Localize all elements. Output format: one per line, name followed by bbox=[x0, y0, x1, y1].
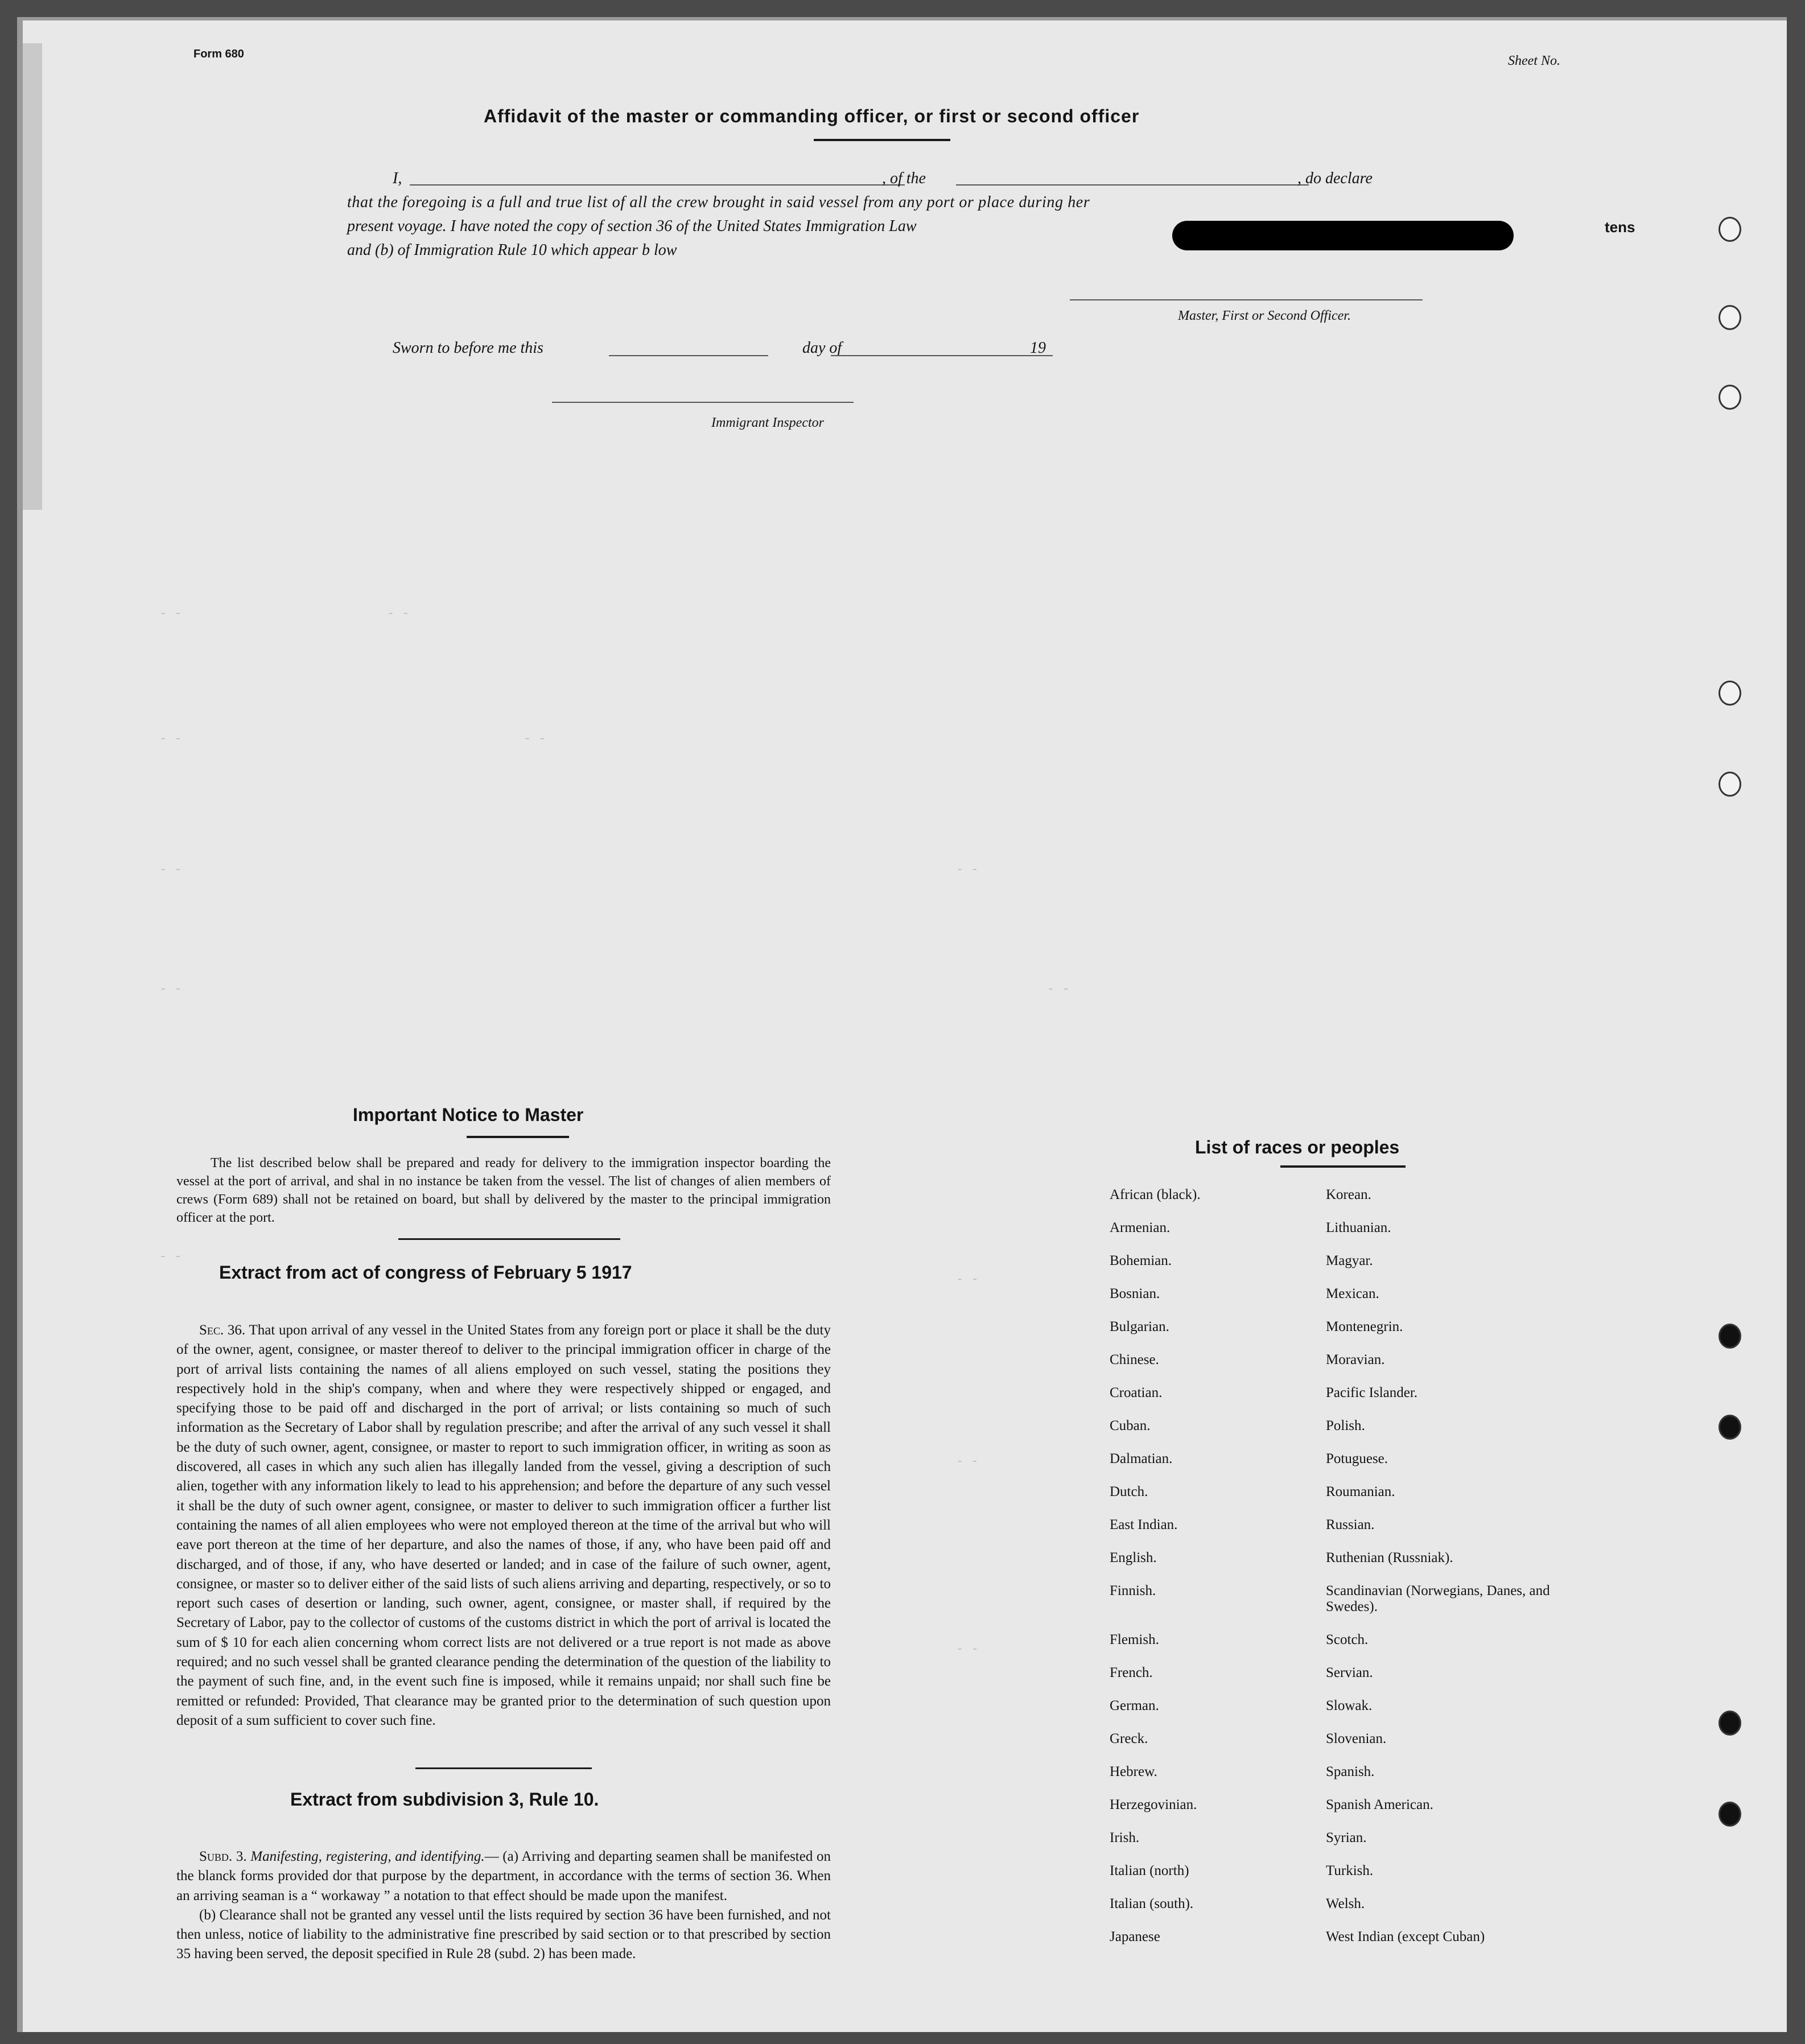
race-left-item: Chinese. bbox=[1110, 1352, 1159, 1367]
ghost-mark: - - bbox=[159, 863, 182, 877]
race-left-item: Bulgarian. bbox=[1110, 1319, 1169, 1334]
binder-hole-icon bbox=[1719, 1711, 1741, 1736]
race-right-item: Servian. bbox=[1326, 1665, 1373, 1680]
race-right-item: Polish. bbox=[1326, 1418, 1365, 1433]
race-right-item: Scotch. bbox=[1326, 1632, 1369, 1647]
race-right-item: Slowak. bbox=[1326, 1698, 1373, 1713]
act-extract-title: Extract from act of congress of February 5 1917 bbox=[219, 1262, 632, 1283]
signature-line[interactable] bbox=[1070, 299, 1423, 300]
race-right-item: Mexican. bbox=[1326, 1286, 1379, 1301]
rule-extract-body: Subd. 3. Manifesting, registering, and identifying.— (a) Arriving and departing seamen shall be manifested on the blanck forms provided dor that purpose by the department, in accordance with the terms of section 36. When an arriving seaman is a “ workaway ” a notation to that effect should be made upon the manifest. (b) Clearance shall not be granted any vessel until the lists required by section 36 have been furnished, and not then unless, notice of liability to the administrative fine prescribed by said section or to that prescribed by section 35 having been served, the deposit specified in Rule 28 (subd. 2) has been made. bbox=[176, 1849, 831, 1962]
binder-hole-icon bbox=[1719, 1415, 1741, 1440]
race-left-item: English. bbox=[1110, 1550, 1157, 1565]
rule-para-b: (b) Clearance shall not be granted any vessel until the lists required by section 36 have been furnished, and not then unless, notice of liability to the administrative fine prescribed by said section or to that prescribed by section 35 having been served, the deposit specified in Rule 28 (subd. 2) has been made. bbox=[176, 1907, 831, 1962]
rule-subd-label: Subd. 3. bbox=[199, 1849, 247, 1864]
ghost-mark: - - bbox=[159, 1250, 182, 1264]
race-left-item: Flemish. bbox=[1110, 1632, 1159, 1647]
ghost-mark: - - bbox=[159, 982, 182, 996]
race-left-item: Herzegovinian. bbox=[1110, 1797, 1197, 1812]
race-left-item: Italian (north) bbox=[1110, 1863, 1189, 1878]
act-section-label: Sec. 36. bbox=[199, 1322, 246, 1338]
notice-title: Important Notice to Master bbox=[353, 1105, 584, 1125]
act-extract-body bbox=[176, 1321, 831, 1730]
race-right-item: Potuguese. bbox=[1326, 1451, 1388, 1466]
race-right-item: Russian. bbox=[1326, 1517, 1375, 1532]
ghost-mark: - - bbox=[956, 863, 979, 877]
ghost-mark: - - bbox=[956, 1454, 979, 1469]
race-right-item: Welsh. bbox=[1326, 1896, 1365, 1911]
ghost-mark: - - bbox=[956, 1272, 979, 1287]
binder-hole-icon bbox=[1719, 772, 1741, 797]
rule-subd-heading: Manifesting, registering, and identifying. bbox=[250, 1849, 485, 1864]
binder-hole-icon bbox=[1719, 1802, 1741, 1827]
race-left-item: Japanese bbox=[1110, 1929, 1160, 1944]
race-right-item: Roumanian. bbox=[1326, 1484, 1395, 1499]
signature-label: Master, First or Second Officer. bbox=[1178, 308, 1351, 323]
binder-hole-icon bbox=[1719, 217, 1741, 242]
races-title-rule bbox=[1280, 1165, 1406, 1168]
race-right-item: Magyar. bbox=[1326, 1253, 1373, 1268]
race-right-item: Moravian. bbox=[1326, 1352, 1385, 1367]
affidavit-line4: and (b) of Immigration Rule 10 which appear b low bbox=[347, 241, 677, 259]
inspector-line[interactable] bbox=[552, 402, 854, 403]
race-left-item: African (black). bbox=[1110, 1187, 1201, 1202]
race-left-item: Dutch. bbox=[1110, 1484, 1148, 1499]
sheet-number-label: Sheet No. bbox=[1508, 53, 1560, 68]
race-left-item: East Indian. bbox=[1110, 1517, 1178, 1532]
binder-hole-icon bbox=[1719, 1324, 1741, 1349]
affidavit-title: Affidavit of the master or commanding officer, or first or second officer bbox=[484, 106, 1140, 126]
race-right-item: Scandinavian (Norwegians, Danes, and Swedes). bbox=[1326, 1583, 1550, 1614]
sworn-month-blank[interactable] bbox=[831, 355, 1053, 356]
notice-body: The list described below shall be prepared and ready for delivery to the immigration inspector boarding the vessel at the port of arrival, and shal in no instance be taken from the vessel. The list of changes of alien members of crews (Form 689) shall not be retained on board, but shall by delivered by the master to the principal immigration officer at the port. bbox=[176, 1156, 831, 1225]
redaction-mark bbox=[1172, 221, 1514, 250]
form-number: Form 680 bbox=[193, 48, 244, 60]
race-right-item: Lithuanian. bbox=[1326, 1220, 1391, 1235]
notice-title-rule bbox=[467, 1136, 569, 1138]
sworn-text: Sworn to before me this bbox=[393, 339, 543, 357]
sworn-dayof: day of bbox=[802, 339, 842, 357]
race-left-item: Finnish. bbox=[1110, 1583, 1156, 1598]
ghost-mark: - - bbox=[387, 607, 410, 621]
inspector-label: Immigrant Inspector bbox=[711, 415, 824, 430]
race-right-item: Slovenian. bbox=[1326, 1731, 1387, 1746]
race-left-item: French. bbox=[1110, 1665, 1153, 1680]
race-right-item: Syrian. bbox=[1326, 1830, 1367, 1845]
race-right-item: Spanish. bbox=[1326, 1764, 1375, 1779]
race-left-item: Irish. bbox=[1110, 1830, 1140, 1845]
affidavit-overflow-fragment: tens bbox=[1605, 219, 1635, 236]
rule-extract-title: Extract from subdivision 3, Rule 10. bbox=[290, 1789, 599, 1810]
act-section-text: That upon arrival of any vessel in the United States from any foreign port or place it shall be the duty of the owner, agent, consignee, or master thereof to deliver to the principal immigration officer in charge of the port of arrival lists containing the names of all aliens employed on such vessel, stating the positions they respectively hold in the ship's company, when and where they were respectively shipped or engaged, and specifying those to be paid off and discharged in the port of arrival; or lists containing so much of such information as the Secretary of Labor shall by regulation prescribe; and after the arrival of any such vessel it shall be the duty of such owner, agent, consignee, or master to report to such immigration officer, in writing as soon as discovered, all cases in which any such alien has illegally landed from the vessel, giving a description of such alien, together with any information likely to lead to his apprehension; and before the departure of any such vessel it shall be the duty of such owner agent, consignee, or master to deliver to such immigration officer a further list containing the names of all alien employees who were not employed thereon at the time of the arrival but who will eave port thereon at the time of her departure, and also the names of those, if any, who have been paid off and discharged, and of those, if any, who have deserted or landed; and in case of the failure of such owner, agent, consignee, or master so to deliver either of the said lists of such aliens arriving and departing, respectively, or so to report such cases of desertion or landing, such owner, agent, consignee, or master shall, if required by the Secretary of Labor, pay to the collector of customs of the customs district in which the port of arrival is located the sum of $ 10 for each alien concerning whom correct lists are not delivered or a true report is not made as above required; and no such vessel shall be granted clearance pending the determination of the question of the liability to the payment of such fine, and, in the event such fine is imposed, while it remains unpaid; nor shall such fine be remitted or refunded: Provided, That clearance may be granted prior to the determination of such question upon deposit of a sum sufficient to cover such fine. bbox=[176, 1322, 831, 1728]
ghost-mark: - - bbox=[524, 732, 546, 746]
race-left-item: Greck. bbox=[1110, 1731, 1148, 1746]
race-right-item: Korean. bbox=[1326, 1187, 1371, 1202]
ghost-mark: - - bbox=[159, 607, 182, 621]
ghost-mark: - - bbox=[1047, 982, 1070, 996]
race-left-item: Dalmatian. bbox=[1110, 1451, 1173, 1466]
sworn-day-blank[interactable] bbox=[609, 355, 768, 356]
affidavit-line1-of: , of the bbox=[882, 170, 926, 187]
race-left-item: Armenian. bbox=[1110, 1220, 1171, 1235]
race-right-item: Spanish American. bbox=[1326, 1797, 1433, 1812]
race-left-item: Hebrew. bbox=[1110, 1764, 1157, 1779]
race-right-item: West Indian (except Cuban) bbox=[1326, 1929, 1485, 1944]
race-left-item: Bohemian. bbox=[1110, 1253, 1172, 1268]
races-title: List of races or peoples bbox=[1195, 1137, 1400, 1157]
sheet-edge bbox=[23, 43, 42, 510]
race-left-item: German. bbox=[1110, 1698, 1159, 1713]
vessel-blank[interactable] bbox=[956, 184, 1309, 186]
race-left-item: Bosnian. bbox=[1110, 1286, 1160, 1301]
race-left-item: Croatian. bbox=[1110, 1385, 1163, 1400]
ghost-mark: - - bbox=[956, 1642, 979, 1656]
form-sheet bbox=[17, 17, 1787, 2032]
affidavit-line1-declare: , do declare bbox=[1297, 170, 1373, 187]
binder-hole-icon bbox=[1719, 305, 1741, 330]
name-blank[interactable] bbox=[410, 184, 905, 186]
race-left-item: Cuban. bbox=[1110, 1418, 1151, 1433]
act-separator bbox=[415, 1767, 592, 1769]
ghost-mark: - - bbox=[159, 732, 182, 746]
notice-separator bbox=[398, 1238, 620, 1240]
race-right-item: Ruthenian (Russniak). bbox=[1326, 1550, 1453, 1565]
affidavit-title-rule bbox=[814, 139, 950, 141]
binder-hole-icon bbox=[1719, 681, 1741, 706]
affidavit-line1-i: I, bbox=[393, 170, 402, 187]
affidavit-line2: that the foregoing is a full and true list of all the crew brought in said vessel from any port or place during her bbox=[347, 193, 1090, 211]
race-right-item: Turkish. bbox=[1326, 1863, 1374, 1878]
race-left-item: Italian (south). bbox=[1110, 1896, 1194, 1911]
race-right-item: Montenegrin. bbox=[1326, 1319, 1403, 1334]
binder-hole-icon bbox=[1719, 385, 1741, 410]
sworn-year: 19 bbox=[1030, 339, 1046, 357]
rule-para-a: (a) Arriving and departing seamen shall be manifested on the blanck forms provided dor that purpose by the department, in accordance with the terms of section 36. When an arriving seaman is a “ workaway ” a notation to that effect should be made upon the manifest. bbox=[176, 1849, 831, 1903]
affidavit-line3: present voyage. I have noted the copy of section 36 of the United States Immigration Law bbox=[347, 217, 917, 235]
race-right-item: Pacific Islander. bbox=[1326, 1385, 1418, 1400]
